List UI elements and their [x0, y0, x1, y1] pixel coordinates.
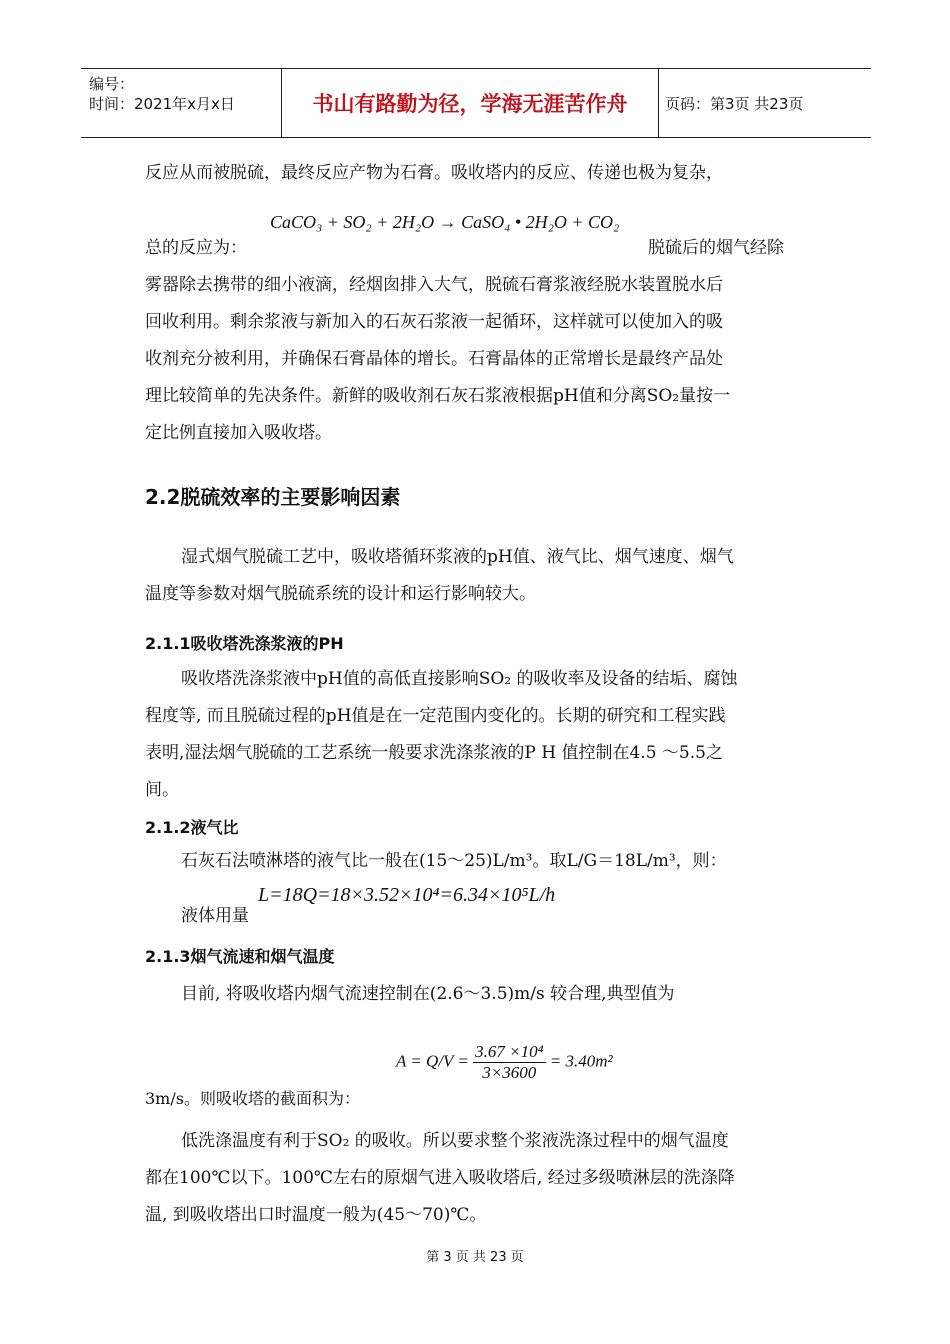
subsection-heading: 2.1.2液气比: [145, 818, 239, 837]
paragraph-line: 收剂充分被利用，并确保石膏晶体的增长。石膏晶体的正常增长是最终产品处: [145, 349, 723, 369]
area-equation-denominator: 3×3600: [482, 1063, 537, 1082]
page-footer: 第 3 页 共 23 页: [426, 1250, 524, 1265]
section-heading: 2.2脱硫效率的主要影响因素: [145, 485, 401, 509]
header-page-info: 页码：第3页 共23页: [665, 94, 804, 113]
paragraph-line: 温, 到吸收塔出口时温度一般为(45～70)℃。: [145, 1205, 487, 1225]
paragraph-line: 低洗涤温度有利于SO₂ 的吸收。所以要求整个浆液洗涤过程中的烟气温度: [181, 1131, 729, 1151]
paragraph-line: 程度等, 而且脱硫过程的pH值是在一定范围内变化的。长期的研究和工程实践: [145, 706, 726, 726]
paragraph-line: 温度等参数对烟气脱硫系统的设计和运行影响较大。: [145, 584, 536, 604]
paragraph-line: 湿式烟气脱硫工艺中，吸收塔循环浆液的pH值、液气比、烟气速度、烟气: [181, 547, 734, 567]
area-equation-numerator: 3.67 ×10⁴: [475, 1042, 544, 1061]
area-equation-fraction: [473, 1042, 545, 1083]
paragraph-line: 都在100℃以下。100℃左右的原烟气进入吸收塔后, 经过多级喷淋层的洗涤降: [145, 1168, 735, 1188]
area-equation-rhs: = 3.40m²: [549, 1051, 613, 1071]
paragraph-line: 脱硫后的烟气经除: [648, 238, 784, 258]
paragraph-line: 表明,湿法烟气脱硫的工艺系统一般要求洗涤浆液的P H 值控制在4.5 ～5.5之: [145, 743, 723, 763]
paragraph-line: 定比例直接加入吸收塔。: [145, 423, 332, 443]
paragraph-line: 目前, 将吸收塔内烟气流速控制在(2.6～3.5)m/s 较合理,典型值为: [181, 984, 675, 1004]
paragraph-line: 反应从而被脱硫，最终反应产物为石膏。吸收塔内的反应、传递也极为复杂，: [145, 163, 723, 183]
paragraph-line: 吸收塔洗涤浆液中pH值的高低直接影响SO₂ 的吸收率及设备的结垢、腐蚀: [181, 669, 738, 689]
subsection-heading: 2.1.3烟气流速和烟气温度: [145, 947, 335, 966]
area-equation: [396, 1042, 613, 1083]
paragraph-line: 间。: [145, 780, 179, 800]
header-meta-cell: [81, 69, 282, 137]
subsection-heading: 2.1.1吸收塔洗涤浆液的PH: [145, 634, 344, 653]
area-equation-lhs: A = Q/V =: [396, 1051, 469, 1071]
paragraph-line: 雾器除去携带的细小液滴，经烟囱排入大气，脱硫石膏浆液经脱水装置脱水后: [145, 275, 723, 295]
doc-number-label: 编号：: [89, 75, 135, 93]
paragraph-line: 石灰石法喷淋塔的液气比一般在(15～25)L/m³。取L/G＝18L/m³，则：: [181, 851, 727, 871]
paragraph-line: 理比较简单的先决条件。新鲜的吸收剂石灰石浆液根据pH值和分离SO₂量按一: [145, 386, 731, 406]
doc-date-label: 时间：2021年x月x日: [89, 95, 235, 113]
page-header: [81, 68, 871, 138]
reaction-equation: CaCO₃ + SO₂ + 2H₂O → CaSO₄ • 2H₂O + CO₂: [270, 212, 620, 232]
paragraph-line: 液体用量: [181, 906, 249, 926]
paragraph-line: 回收利用。剩余浆液与新加入的石灰石浆液一起循环，这样就可以使加入的吸: [145, 312, 723, 332]
header-motto: 书山有路勤为径，学海无涯苦作舟: [282, 69, 659, 137]
paragraph-line: 总的反应为：: [145, 238, 247, 258]
paragraph-line: 3m/s。则吸收塔的截面积为：: [145, 1089, 360, 1108]
liquid-flow-equation: L=18Q=18×3.52×10⁴=6.34×10⁵L/h: [258, 884, 556, 906]
